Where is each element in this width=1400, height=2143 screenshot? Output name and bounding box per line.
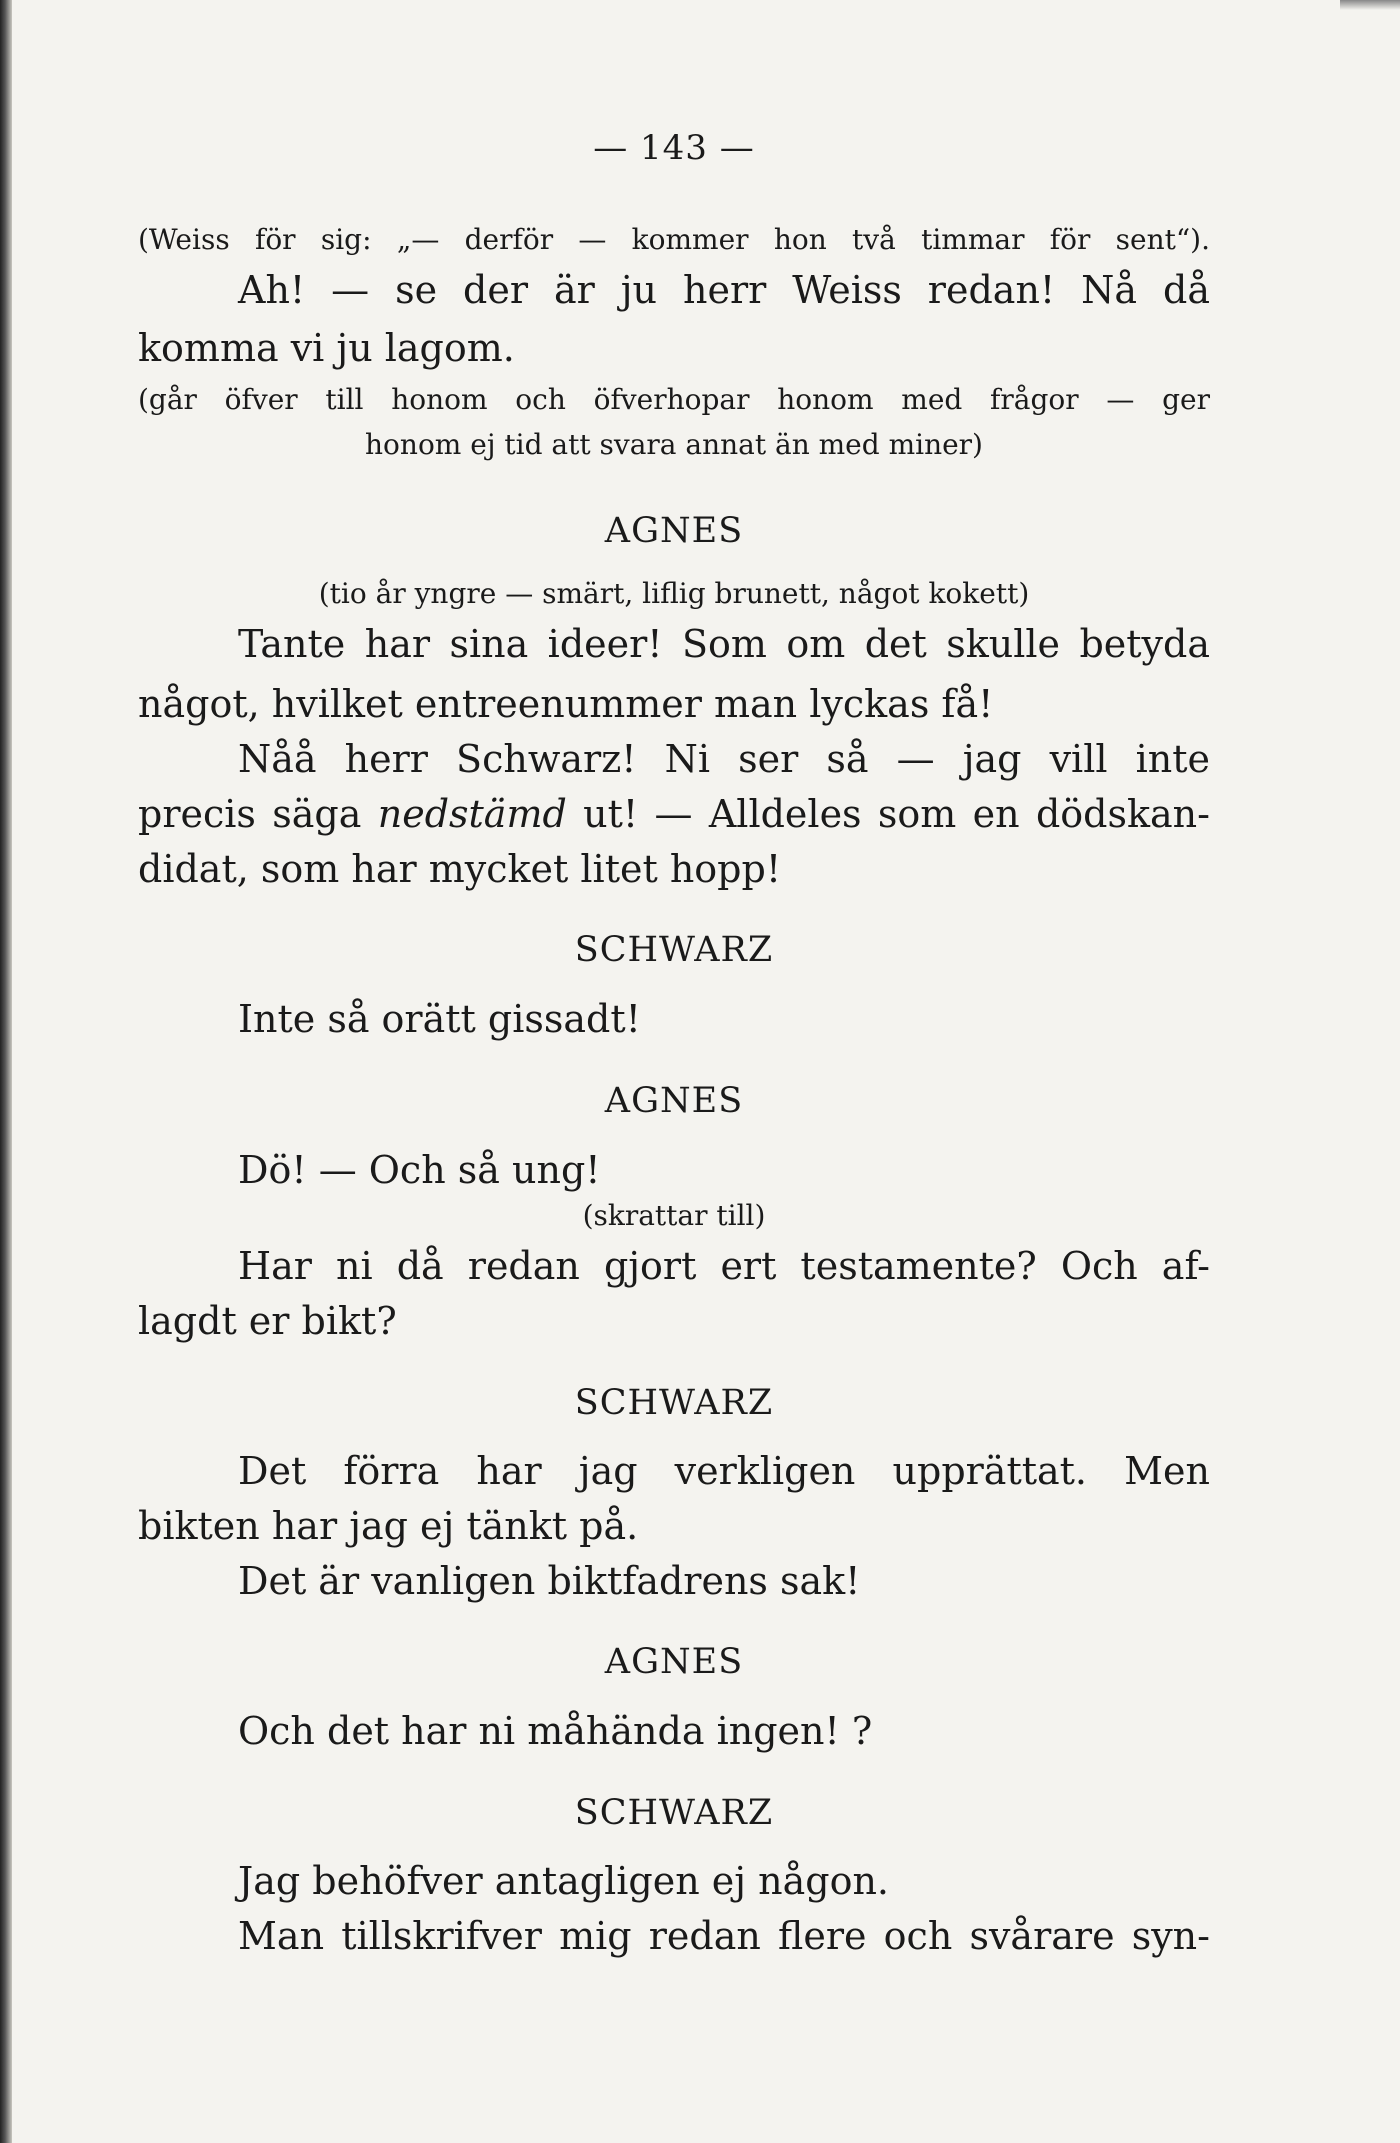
speaker-name: SCHWARZ bbox=[574, 1793, 774, 1833]
text-line: Det är vanligen biktfadrens sak! bbox=[238, 1559, 861, 1603]
stage-direction: (går öfver till honom och öfverhopar honom med frågor — ger bbox=[138, 383, 1210, 416]
text-line: Ah! — se der är ju herr Weiss redan! Nå då bbox=[238, 268, 1210, 312]
stage-direction-agnes: (tio år yngre — smärt, liflig brunett, något kokett) bbox=[318, 577, 1030, 610]
stage-direction: (skrattar till) bbox=[582, 1199, 766, 1232]
text-line: Man tillskrifver mig redan flere och svårare syn- bbox=[238, 1914, 1210, 1958]
speaker-name: AGNES bbox=[604, 1642, 744, 1682]
text-line: Jag behöfver antagligen ej någon. bbox=[238, 1859, 890, 1903]
text-line: Tante har sina ideer! Som om det skulle betyda bbox=[238, 622, 1210, 666]
page-corner-shadow bbox=[1340, 0, 1400, 10]
text-line: komma vi ju lagom. bbox=[138, 326, 515, 370]
text-line: Dö! — Och så ung! bbox=[238, 1148, 601, 1192]
page-binding-edge bbox=[0, 0, 12, 2143]
text-line-with-emphasis bbox=[138, 786, 1210, 842]
text-segment: ut! bbox=[566, 792, 655, 836]
text-segment: precis säga bbox=[138, 792, 378, 836]
page-number: — 143 — bbox=[593, 128, 755, 168]
text-line: bikten har jag ej tänkt på. bbox=[138, 1504, 639, 1548]
speaker-name: AGNES bbox=[604, 511, 744, 551]
speaker-name: SCHWARZ bbox=[574, 1383, 774, 1423]
emphasized-word: nedstämd bbox=[377, 792, 567, 836]
text-line: lagdt er bikt? bbox=[138, 1299, 397, 1343]
text-line: Har ni då redan gjort ert testamente? Och af- bbox=[238, 1244, 1210, 1288]
stage-direction: honom ej tid att svara annat än med miner) bbox=[365, 428, 983, 461]
text-line: Nåå herr Schwarz! Ni ser så — jag vill inte bbox=[238, 737, 1210, 781]
text-line: något, hvilket entreenummer man lyckas få! bbox=[138, 682, 994, 726]
text-line: Det förra har jag verkligen upprättat. Men bbox=[238, 1449, 1210, 1493]
stage-direction-weiss: (Weiss för sig: „— derför — kommer hon två timmar för sent“). bbox=[138, 223, 1210, 256]
text-line: didat, som har mycket litet hopp! bbox=[138, 847, 782, 891]
text-segment: — Alldeles som en dödskan- bbox=[654, 792, 1210, 836]
text-line: Och det har ni måhända ingen! ? bbox=[238, 1709, 873, 1753]
text-line: Inte så orätt gissadt! bbox=[238, 997, 641, 1041]
speaker-name: AGNES bbox=[604, 1081, 744, 1121]
speaker-name: SCHWARZ bbox=[574, 930, 774, 970]
